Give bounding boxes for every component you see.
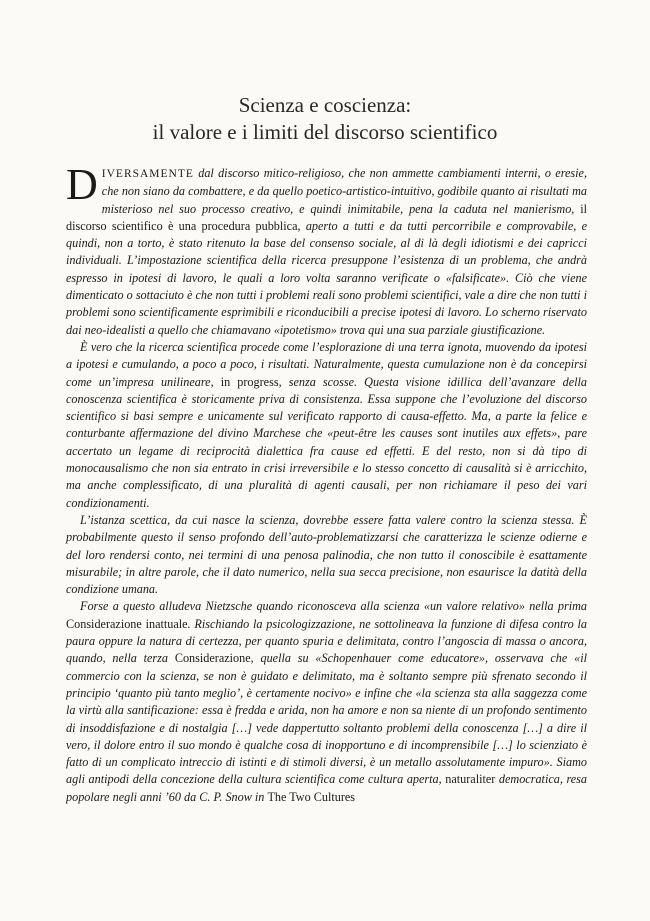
p4-text-g: democratica, resa popolare negli anni ’60 da C. P. Snow in [66,772,587,804]
title-line-2: il valore e i limiti del discorso scientifico [152,120,498,144]
p4-text-e: , quella su «Schopenhauer come educatore», osservava che «il commercio con la scienza, se non è guidato e delimitato, ma è soltanto sempre più sfrenato secondo il principio ‘quanto più tanto meglio’, è certamente nocivo» e infine che «la scienza sta alla saggezza come la virtù alla santificazione: essa è fredda e arida, non ha amore e non sa niente di un profondo sentimento di insoddisfazione e di nostalgia […] vede dappertutto soltanto problemi della conoscenza […] a dire il vero, il dolore entro il suo mondo è qualche cosa di inopportuno e di incomprensibile […] lo scienziato è fatto di un complicato intreccio di istinti e di stimoli diversi, è un metallo assolutamente impuro». Siamo agli antipodi della concezione della cultura scientifica come cultura aperta, [66,651,587,787]
p3-text-a: L’istanza scettica, da cui nasce la scienza, dovrebbe essere fatta valere contro la scienza stessa. È probabilmente questo il senso profondo dell’auto-problematizzarsi che caratterizza le scienze odierne e del loro rendersi conto, nei termini di una penosa palinodia, che non tutto il conoscibile è esattamente misurabile; in altre parole, che il dato numerico, nella sua secca precisione, non esaurisce la datità della condizione umana. [66,512,587,597]
paragraph-3 [66,512,587,598]
p1-text-b: il discorso scientifico è una procedura pubblica, [66,201,587,233]
paragraph-4 [66,598,587,806]
chapter-title [0,92,650,146]
p2-text-b: in progress [220,374,279,389]
p4-text-a: Forse a questo alludeva Nietzsche quando riconosceva alla scienza «un valore relativo» nella prima [80,599,587,614]
title-line-1: Scienza e coscienza: [238,93,412,117]
p4-text-f: naturaliter [445,772,496,787]
p1-text-a: dal discorso mitico-religioso, che non ammette cambiamenti interni, o eresie, che non siano da combattere, e da quello poetico-artistico-intuitivo, godibile quanto ai risultati ma misterioso nel suo processo creativo, e quindi inimitabile, pena la caduta nel manierismo, [101,166,587,216]
p1-text-c: aperto a tutti e da tutti percorribile e comprovabile, e quindi, non a torto, è stato ritenuto la base del consenso sociale, al di là degli idiotismi e dei capricci individuali. L’impostazione scientifica della ricerca presuppone l’esistenza di un problema, che andrà espresso in ipotesi di lavoro, le quali a loro volta saranno verificate o «falsificate». Ciò che viene dimenticato o sottaciuto è che non tutti i problemi reali sono problemi scientifici, vale a dire che non tutti i problemi sono scientificamente esprimibili e riconducibili a precise ipotesi di lavoro. Lo scherno riservato dai neo-idealisti a quello che chiamavano «ipotetismo» trova qui una sua parziale giustificazione. [66,218,587,337]
drop-cap: D [66,160,98,209]
p2-text-a: È vero che la ricerca scientifica procede come l’esplorazione di una terra ignota, muovendo da ipotesi a ipotesi e cumulando, a poco a poco, i risultati. Naturalmente, questa cumulazione non è da concepirsi come un’impresa unilineare, [66,339,587,389]
p2-text-c: , senza scosse. Questa visione idillica dell’avanzare della conoscenza scientifica è storicamente priva di consistenza. Essa suppone che l’evoluzione del discorso scientifico si basi sempre e unicamente sul verificato rapporto di causa-effetto. Ma, a parte la felice e conturbante affermazione del divino Marchese che «peut-être les causes sont inutiles aux effets», pare accertato un legame di reciprocità dialettica fra cause ed effetti. E del resto, non si dà tipo di monocausalismo che non sia entrato in crisi irreversibile e lo stesso concetto di causalità si è arricchito, ma anche complessificato, di una pluralità di agenti causali, per non richiamare il peso dei vari condizionamenti. [66,374,587,510]
p4-text-c: . Rischiando la psicologizzazione, ne sottolineava la funzione di difesa contro la paura oppure la natura di certezza, per quanto spuria e delimitata, contro l’angoscia di massa o ancora, quando, nella terza [66,616,587,666]
p4-text-b: Considerazione inattuale [66,616,188,631]
paragraph-1 [66,160,587,339]
lead-small-caps: IVERSAMENTE [101,168,194,180]
paragraph-2 [66,339,587,512]
p4-text-h: The Two Cultures [267,789,356,804]
body-text [66,160,587,806]
p4-text-d: Considerazione [174,651,251,666]
